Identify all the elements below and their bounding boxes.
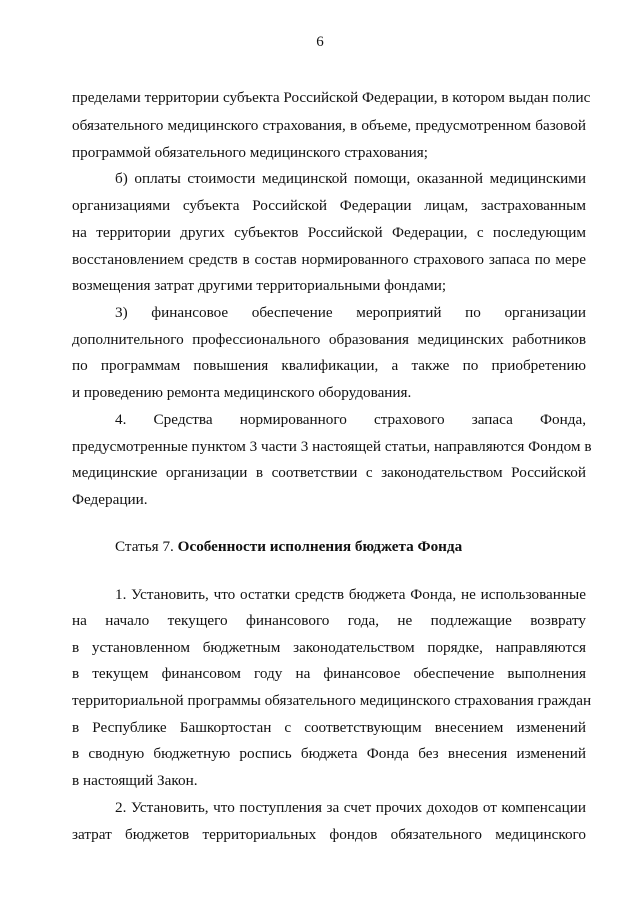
paragraph-line: 3) финансовое обеспечение мероприятий по организации	[115, 304, 586, 321]
paragraph-line: в настоящий Закон.	[72, 772, 198, 789]
paragraph-line: 4. Средства нормированного страхового запаса Фонда,	[115, 411, 586, 428]
paragraph-line: территориальной программы обязательного медицинского страхования граждан	[72, 692, 592, 709]
paragraph-line: организациями субъекта Российской Федерации лицам, застрахованным	[72, 197, 586, 214]
paragraph-line: предусмотренные пунктом 3 части 3 настоящей статьи, направляются Фондом в	[72, 438, 592, 455]
paragraph-line: 2. Установить, что поступления за счет прочих доходов от компенсации	[115, 799, 586, 816]
paragraph-line: б) оплаты стоимости медицинской помощи, оказанной медицинскими	[115, 170, 586, 187]
page-number: 6	[316, 34, 324, 50]
paragraph-line: в сводную бюджетную роспись бюджета Фонда без внесения изменений	[72, 745, 586, 762]
paragraph-line: по программам повышения квалификации, а также по приобретению	[72, 357, 586, 374]
paragraph-line: на территории других субъектов Российской Федерации, с последующим	[72, 224, 586, 241]
article-heading	[115, 537, 629, 557]
paragraph-line: 1. Установить, что остатки средств бюджета Фонда, не использованные	[115, 586, 586, 603]
paragraph-line: в установленном бюджетным законодательством порядке, направляются	[72, 639, 586, 656]
article-number: Статья 7.	[115, 538, 174, 555]
paragraph-line: Федерации.	[72, 491, 148, 508]
paragraph-line: программой обязательного медицинского страхования;	[72, 144, 428, 161]
paragraph-line: медицинские организации в соответствии с законодательством Российской	[72, 464, 586, 481]
article-title: Особенности исполнения бюджета Фонда	[177, 538, 463, 555]
paragraph-line: дополнительного профессионального образования медицинских работников	[72, 331, 586, 348]
paragraph-line: на начало текущего финансового года, не подлежащие возврату	[72, 612, 586, 629]
paragraph-line: возмещения затрат другими территориальными фондами;	[72, 277, 447, 294]
paragraph-line: затрат бюджетов территориальных фондов обязательного медицинского	[72, 826, 586, 843]
paragraph-line: и проведению ремонта медицинского оборудования.	[72, 384, 412, 401]
paragraph-line: пределами территории субъекта Российской Федерации, в котором выдан полис	[72, 89, 591, 106]
paragraph-line: в Республике Башкортостан с соответствующим внесением изменений	[72, 719, 586, 736]
paragraph-line: восстановлением средств в состав нормированного страхового запаса по мере	[72, 251, 586, 268]
paragraph-line: в текущем финансовом году на финансовое обеспечение выполнения	[72, 665, 586, 682]
paragraph-line: обязательного медицинского страхования, в объеме, предусмотренном базовой	[72, 117, 586, 134]
